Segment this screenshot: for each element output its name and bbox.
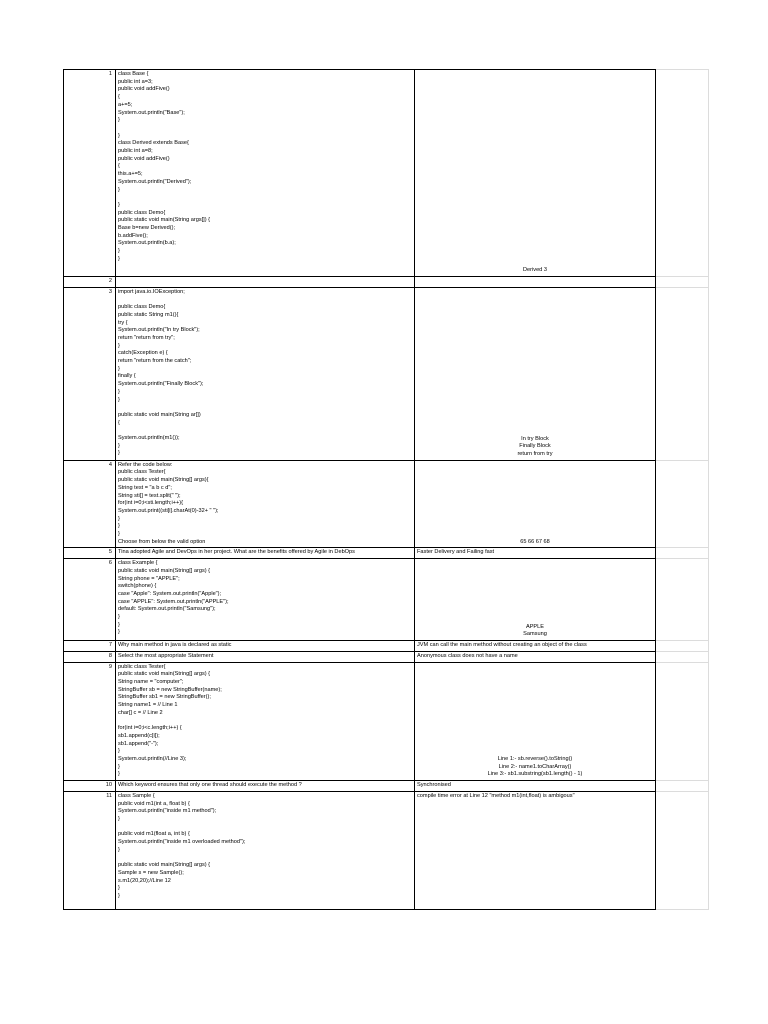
question-rows <box>64 70 709 910</box>
question-text[interactable] <box>116 277 415 288</box>
empty-cell[interactable] <box>656 277 709 288</box>
question-text[interactable]: Select the most appropriate Statement <box>116 651 415 662</box>
question-text[interactable]: Why main method in java is declared as static <box>116 641 415 652</box>
answer-text[interactable]: compile time error at Line 12 "method m1(int,float) is ambigous" <box>415 791 656 909</box>
table-row <box>64 651 709 662</box>
table-row <box>64 70 709 277</box>
question-number[interactable]: 5 <box>64 548 116 559</box>
question-number[interactable]: 8 <box>64 651 116 662</box>
question-text[interactable]: Refer the code below: public class Tester{ public static void main(String[] args){ String test = "a b c d"; String sti[] = test.split(" "); for(int i=0;i<sti.length;i++){ System.out.print((sti[i].charAt(0)-32+ " "); } } } Choose from below the valid option <box>116 460 415 548</box>
answer-text[interactable]: APPLE Samsung <box>415 559 656 641</box>
question-number[interactable]: 6 <box>64 559 116 641</box>
empty-cell[interactable] <box>656 460 709 548</box>
question-number[interactable]: 1 <box>64 70 116 277</box>
table-row <box>64 460 709 548</box>
question-text[interactable]: class Sample { public void m1(int a, float b) { System.out.println("inside m1 method"); } public void m1(float a, int b) { System.out.println("inside m1 overloaded method"); } public static void main(String[] args) { Sample s = new Sample(); s.m1(20,20);//Line 12 } } <box>116 791 415 909</box>
question-number[interactable]: 11 <box>64 791 116 909</box>
answer-text[interactable] <box>415 277 656 288</box>
answer-text[interactable]: In try Block Finally Block return from try <box>415 287 656 460</box>
empty-cell[interactable] <box>656 662 709 781</box>
question-number[interactable]: 10 <box>64 781 116 792</box>
answer-text[interactable]: Synchronised <box>415 781 656 792</box>
answer-text[interactable]: JVM can call the main method without creating an object of the class <box>415 641 656 652</box>
empty-cell[interactable] <box>656 641 709 652</box>
table-row <box>64 548 709 559</box>
table-row <box>64 287 709 460</box>
answer-text[interactable]: 65 66 67 68 <box>415 460 656 548</box>
question-text[interactable]: class Base { public int a=3; public void addFive() { a+=5; System.out.println("Base"); } } class Derived extends Base{ public int a=8; public void addFive() { this.a+=5; System.out.println("Derived"); } } public class Demo{ public static void main(String args[]) { Base b=new Derived(); b.addFive(); System.out.println(b.a); } } <box>116 70 415 277</box>
empty-cell[interactable] <box>656 70 709 277</box>
question-text[interactable]: public class Tester{ public static void main(String[] args) { String name = "computer"; StringBuffer sb = new StringBuffer(name); StringBuffer sb1 = new StringBuffer(); String name1 = // Line 1 char[] c = // Line 2 for(int i=0;i<c.length;i++) { sb1.append(c[i]); sb1.append("-"); } System.out.println(//Line 3); } } <box>116 662 415 781</box>
table-row <box>64 781 709 792</box>
question-number[interactable]: 4 <box>64 460 116 548</box>
question-text[interactable]: import java.io.IOException; public class Demo{ public static String m1(){ try { System.out.println("In try Block"); return "return from try"; } catch(Exception e) { return "return from the catch"; } finally { System.out.println("Finally Block"); } } public static void main(String ar[]) { System.out.println(m1()); } } <box>116 287 415 460</box>
question-text[interactable]: Which keyword ensures that only one thread should execute the method ? <box>116 781 415 792</box>
question-text[interactable]: Tina adopted Agile and DevOps in her project. What are the benefits offered by Agile in DebOps <box>116 548 415 559</box>
table-row <box>64 791 709 909</box>
empty-cell[interactable] <box>656 781 709 792</box>
table-row <box>64 559 709 641</box>
empty-cell[interactable] <box>656 651 709 662</box>
table-row <box>64 662 709 781</box>
question-number[interactable]: 9 <box>64 662 116 781</box>
answer-text[interactable]: Anonymous class does not have a name <box>415 651 656 662</box>
empty-cell[interactable] <box>656 791 709 909</box>
question-sheet <box>63 69 706 910</box>
empty-cell[interactable] <box>656 559 709 641</box>
question-number[interactable]: 2 <box>64 277 116 288</box>
answer-text[interactable]: Line 1:- sb.reverse().toString() Line 2:- name1.toCharArray() Line 3:- sb1.substring(sb1.length() - 1) <box>415 662 656 781</box>
table-row <box>64 641 709 652</box>
empty-cell[interactable] <box>656 287 709 460</box>
empty-cell[interactable] <box>656 548 709 559</box>
question-table <box>63 69 709 910</box>
table-row <box>64 277 709 288</box>
question-number[interactable]: 3 <box>64 287 116 460</box>
answer-text[interactable]: Faster Delivery and Failing fast <box>415 548 656 559</box>
question-number[interactable]: 7 <box>64 641 116 652</box>
question-text[interactable]: class Example { public static void main(String[] args) { String phone = "APPLE"; switch(phone) { case "Apple": System.out.println("Apple"); case "APPLE": System.out.println("APPLE"); default: System.out.println("Samsung"); } } } <box>116 559 415 641</box>
answer-text[interactable]: Derived 3 <box>415 70 656 277</box>
